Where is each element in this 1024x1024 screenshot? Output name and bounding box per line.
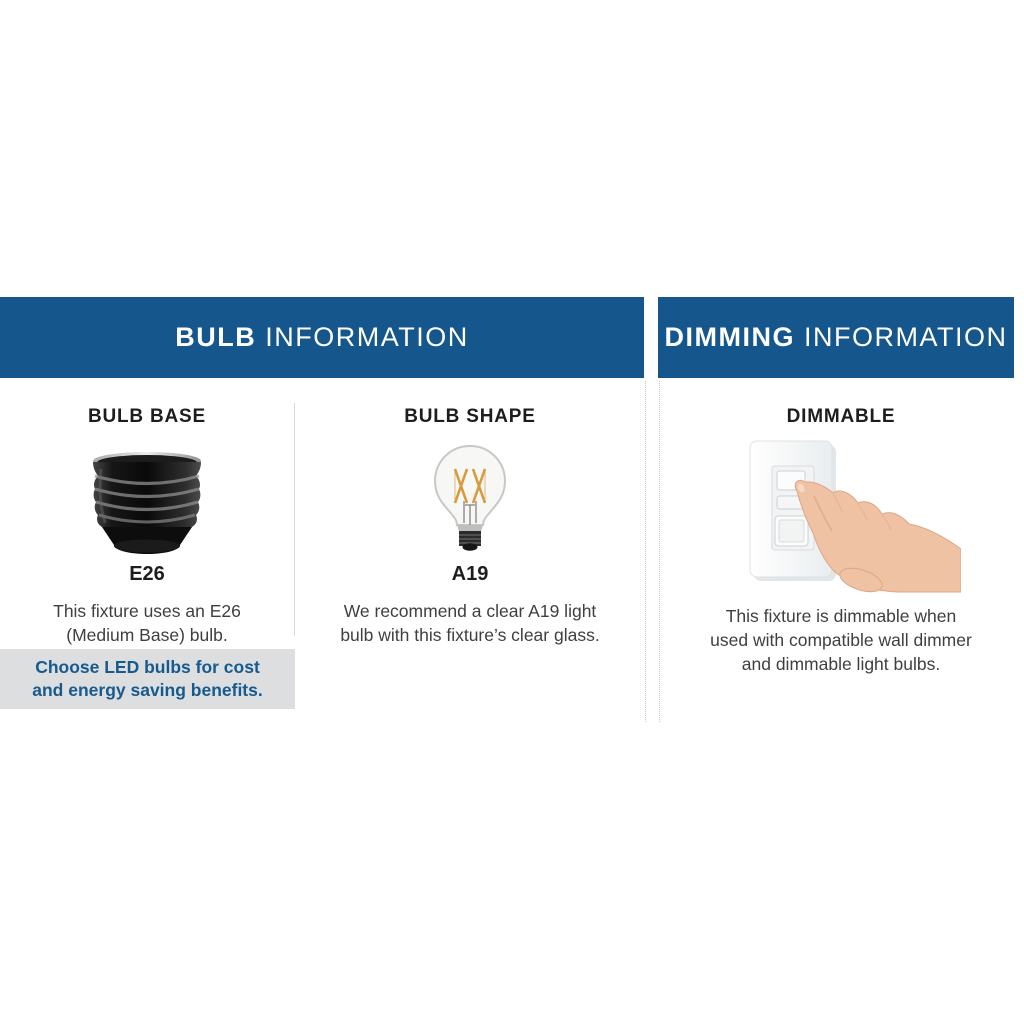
dimming-information-header <box>658 297 1014 378</box>
led-tip-box <box>0 649 295 709</box>
bulb-header-rest: INFORMATION <box>265 322 469 352</box>
dimmable-column <box>658 403 1024 676</box>
dimmable-description-line2: used with compatible wall dimmer <box>710 630 972 650</box>
dimming-header-emphasis: DIMMING <box>664 322 795 352</box>
bulb-base-description-line1: This fixture uses an E26 <box>53 601 241 621</box>
led-tip-line1: Choose LED bulbs for cost <box>35 657 260 677</box>
bulb-shape-column <box>296 403 644 647</box>
bulb-base-description-line2: (Medium Base) bulb. <box>66 625 228 645</box>
dimmable-description-line1: This fixture is dimmable when <box>725 606 957 626</box>
column-divider <box>294 403 295 636</box>
dimmer-switch-hand-photo <box>721 430 961 595</box>
bulb-shape-label: A19 <box>451 563 489 585</box>
bulb-information-header <box>0 297 644 378</box>
bulb-shape-description-line2: bulb with this fixture’s clear glass. <box>340 625 600 645</box>
dimmable-heading: DIMMABLE <box>786 406 896 427</box>
dimmable-description-line3: and dimmable light bulbs. <box>741 654 941 674</box>
bulb-header-emphasis: BULB <box>175 322 257 352</box>
bulb-base-heading: BULB BASE <box>87 406 207 427</box>
bulb-shape-description <box>340 599 599 647</box>
bulb-base-column <box>0 403 294 647</box>
bulb-shape-heading: BULB SHAPE <box>404 406 536 427</box>
bulb-shape-description-line1: We recommend a clear A19 light <box>343 601 597 621</box>
bulb-base-description <box>53 599 241 647</box>
a19-bulb-photo <box>417 441 523 555</box>
dimming-header-rest: INFORMATION <box>804 322 1008 352</box>
led-tip-line2: and energy saving benefits. <box>32 680 263 700</box>
bulb-base-label: E26 <box>129 563 165 585</box>
dimmable-description <box>710 604 972 676</box>
section-divider-left <box>645 381 646 722</box>
e26-base-photo <box>86 449 208 555</box>
